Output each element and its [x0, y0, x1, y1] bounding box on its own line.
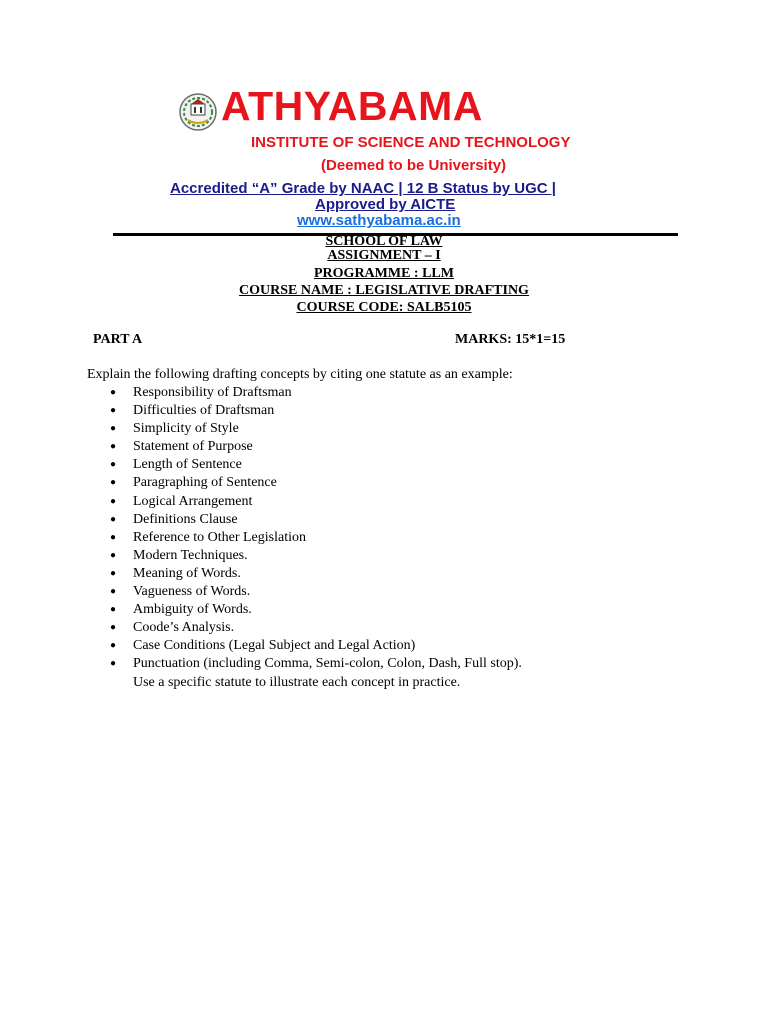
- list-item: [110, 420, 522, 438]
- list-item: [110, 511, 522, 529]
- course-code-line: COURSE CODE: SALB5105: [296, 300, 472, 315]
- institution-brand-name: ATHYABAMA: [221, 83, 483, 129]
- bullet-icon: ●: [110, 549, 117, 561]
- programme-line: PROGRAMME : LLM: [314, 266, 454, 281]
- list-item-text: Punctuation (including Comma, Semi-colon, Colon, Dash, Full stop).: [133, 656, 522, 672]
- list-item: [110, 601, 522, 619]
- list-item: [110, 474, 522, 492]
- list-item-text: Vagueness of Words.: [133, 584, 251, 600]
- part-label: PART A: [93, 332, 143, 347]
- list-item: [110, 637, 522, 655]
- bullet-icon: ●: [110, 622, 117, 634]
- list-item-text: Case Conditions (Legal Subject and Legal Action): [133, 638, 416, 654]
- bullet-icon: ●: [110, 567, 117, 579]
- bullet-icon: ●: [110, 604, 117, 616]
- instructions-intro: Explain the following drafting concepts by citing one statute as an example:: [87, 367, 513, 382]
- closing-instruction: Use a specific statute to illustrate each concept in practice.: [133, 675, 461, 690]
- list-item: [110, 655, 522, 673]
- bullet-icon: ●: [110, 423, 117, 435]
- institute-subtitle: INSTITUTE OF SCIENCE AND TECHNOLOGY: [251, 134, 571, 151]
- concept-list: [110, 384, 522, 674]
- bullet-icon: ●: [110, 640, 117, 652]
- list-item-text: Responsibility of Draftsman: [133, 385, 292, 400]
- course-name-line: COURSE NAME : LEGISLATIVE DRAFTING: [239, 283, 529, 298]
- list-item-text: Coode’s Analysis.: [133, 620, 235, 636]
- list-item-text: Difficulties of Draftsman: [133, 403, 275, 419]
- bullet-icon: ●: [110, 441, 117, 453]
- bullet-icon: ●: [110, 477, 117, 489]
- bullet-icon: ●: [110, 531, 117, 543]
- list-item: [110, 493, 522, 511]
- list-item-text: Statement of Purpose: [133, 439, 253, 455]
- website-link[interactable]: www.sathyabama.ac.in: [297, 212, 461, 229]
- list-item: [110, 402, 522, 420]
- list-item-text: Ambiguity of Words.: [133, 602, 252, 618]
- school-name: SCHOOL OF LAW: [325, 234, 443, 249]
- assignment-title: ASSIGNMENT – I: [327, 248, 441, 263]
- list-item-text: Definitions Clause: [133, 511, 238, 527]
- list-item: [110, 438, 522, 456]
- bullet-icon: ●: [110, 387, 117, 398]
- list-item-text: Modern Techniques.: [133, 547, 248, 563]
- bullet-icon: ●: [110, 513, 117, 525]
- list-item: [110, 547, 522, 565]
- accreditation-line: Accredited “A” Grade by NAAC | 12 B Status by UGC |: [170, 180, 556, 197]
- list-item: [110, 583, 522, 601]
- list-item-text: Logical Arrangement: [133, 493, 253, 509]
- bullet-icon: ●: [110, 586, 117, 598]
- marks-label: MARKS: 15*1=15: [455, 332, 566, 347]
- university-crest-icon: [178, 92, 218, 132]
- bullet-icon: ●: [110, 658, 117, 670]
- list-item-text: Meaning of Words.: [133, 565, 241, 581]
- list-item-text: Length of Sentence: [133, 457, 242, 473]
- list-item: [110, 384, 522, 402]
- list-item: [110, 565, 522, 583]
- list-item: [110, 619, 522, 637]
- list-item: [110, 529, 522, 547]
- list-item-text: Paragraphing of Sentence: [133, 475, 277, 491]
- deemed-university-note: (Deemed to be University): [321, 157, 507, 174]
- bullet-icon: ●: [110, 495, 117, 507]
- approval-line: Approved by AICTE: [315, 196, 456, 213]
- list-item: [110, 456, 522, 474]
- list-item-text: Simplicity of Style: [133, 421, 239, 437]
- bullet-icon: ●: [110, 405, 117, 417]
- bullet-icon: ●: [110, 459, 117, 471]
- list-item-text: Reference to Other Legislation: [133, 529, 306, 545]
